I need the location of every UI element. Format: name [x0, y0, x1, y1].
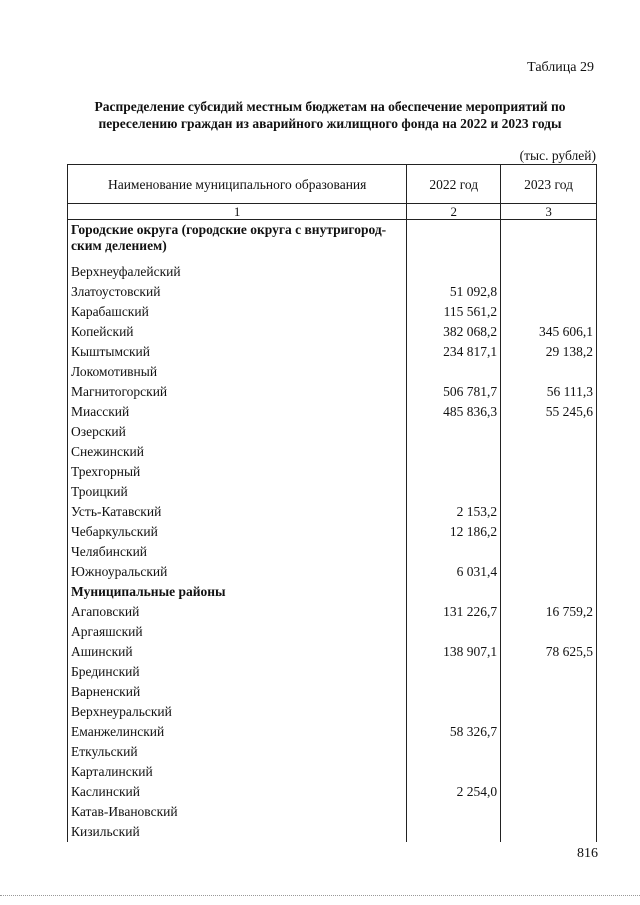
value-2023	[501, 782, 597, 802]
municipality-name: Троицкий	[68, 482, 407, 502]
value-2023	[501, 302, 597, 322]
municipality-name: Еманжелинский	[68, 722, 407, 742]
value-2023	[501, 362, 597, 382]
value-2022	[407, 822, 501, 842]
value-2022: 506 781,7	[407, 382, 501, 402]
municipality-name: Чебаркульский	[68, 522, 407, 542]
value-2022: 12 186,2	[407, 522, 501, 542]
value-2022	[407, 702, 501, 722]
value-2022	[407, 662, 501, 682]
table-row	[68, 682, 597, 702]
municipality-name: Златоустовский	[68, 282, 407, 302]
value-2022	[407, 482, 501, 502]
table-row	[68, 522, 597, 542]
value-2022: 6 031,4	[407, 562, 501, 582]
value-2023: 78 625,5	[501, 642, 597, 662]
table-row	[68, 822, 597, 842]
municipality-name: Верхнеуфалейский	[68, 262, 407, 282]
table-row	[68, 562, 597, 582]
municipality-name: Муниципальные районы	[68, 582, 407, 602]
value-2022	[407, 220, 501, 263]
value-2023: 345 606,1	[501, 322, 597, 342]
table-row	[68, 402, 597, 422]
value-2023	[501, 762, 597, 782]
page-bottom-divider	[0, 895, 640, 897]
municipality-name: Агаповский	[68, 602, 407, 622]
table-row	[68, 742, 597, 762]
municipality-name: Еткульский	[68, 742, 407, 762]
municipality-name: Озерский	[68, 422, 407, 442]
municipality-name: Карталинский	[68, 762, 407, 782]
value-2023: 16 759,2	[501, 602, 597, 622]
municipality-name: Городские округа (городские округа с внутригородским делением)	[68, 220, 407, 263]
value-2023	[501, 482, 597, 502]
value-2022: 138 907,1	[407, 642, 501, 662]
value-2023	[501, 582, 597, 602]
value-2022: 234 817,1	[407, 342, 501, 362]
value-2022	[407, 762, 501, 782]
column-number-2: 2	[407, 204, 501, 220]
municipality-name: Магнитогорский	[68, 382, 407, 402]
table-row	[68, 542, 597, 562]
header-municipality: Наименование муниципального образования	[68, 165, 407, 204]
value-2023	[501, 662, 597, 682]
municipality-name: Ашинский	[68, 642, 407, 662]
header-2023: 2023 год	[501, 165, 597, 204]
value-2023	[501, 722, 597, 742]
value-2023	[501, 502, 597, 522]
table-row	[68, 362, 597, 382]
table-header-row	[68, 165, 597, 204]
municipality-name: Снежинский	[68, 442, 407, 462]
value-2023: 56 111,3	[501, 382, 597, 402]
table-row	[68, 442, 597, 462]
municipality-name: Карабашский	[68, 302, 407, 322]
table-row	[68, 342, 597, 362]
column-number-1: 1	[68, 204, 407, 220]
municipality-name: Катав-Ивановский	[68, 802, 407, 822]
value-2022: 115 561,2	[407, 302, 501, 322]
table-row	[68, 302, 597, 322]
section-row	[68, 582, 597, 602]
value-2022: 485 836,3	[407, 402, 501, 422]
value-2023	[501, 682, 597, 702]
table-row	[68, 382, 597, 402]
value-2023	[501, 442, 597, 462]
section-row	[68, 220, 597, 263]
value-2023	[501, 282, 597, 302]
value-2022: 58 326,7	[407, 722, 501, 742]
table-label: Таблица 29	[527, 60, 594, 75]
municipality-name: Трехгорный	[68, 462, 407, 482]
value-2022	[407, 542, 501, 562]
table-row	[68, 762, 597, 782]
value-2023: 55 245,6	[501, 402, 597, 422]
table-row	[68, 642, 597, 662]
municipality-name: Брединский	[68, 662, 407, 682]
municipality-name: Аргаяшский	[68, 622, 407, 642]
table-row	[68, 722, 597, 742]
value-2023	[501, 562, 597, 582]
value-2023	[501, 462, 597, 482]
value-2023: 29 138,2	[501, 342, 597, 362]
table-row	[68, 262, 597, 282]
municipality-name: Усть-Катавский	[68, 502, 407, 522]
value-2023	[501, 702, 597, 722]
table-row	[68, 482, 597, 502]
header-2022: 2022 год	[407, 165, 501, 204]
value-2022	[407, 422, 501, 442]
table-row	[68, 622, 597, 642]
table-column-numbers-row	[68, 204, 597, 220]
value-2023	[501, 522, 597, 542]
municipality-name: Каслинский	[68, 782, 407, 802]
value-2023	[501, 802, 597, 822]
value-2023	[501, 262, 597, 282]
municipality-name: Миасский	[68, 402, 407, 422]
value-2023	[501, 622, 597, 642]
value-2023	[501, 742, 597, 762]
value-2022	[407, 802, 501, 822]
value-2022	[407, 362, 501, 382]
municipality-name: Кыштымский	[68, 342, 407, 362]
municipality-name: Копейский	[68, 322, 407, 342]
table-row	[68, 322, 597, 342]
table-row	[68, 462, 597, 482]
table-row	[68, 502, 597, 522]
value-2022: 2 254,0	[407, 782, 501, 802]
column-number-3: 3	[501, 204, 597, 220]
value-2022	[407, 742, 501, 762]
value-2023	[501, 542, 597, 562]
table-row	[68, 422, 597, 442]
municipality-name: Кизильский	[68, 822, 407, 842]
municipality-name: Локомотивный	[68, 362, 407, 382]
value-2022: 2 153,2	[407, 502, 501, 522]
municipality-name: Челябинский	[68, 542, 407, 562]
value-2022: 51 092,8	[407, 282, 501, 302]
table-row	[68, 782, 597, 802]
value-2022: 131 226,7	[407, 602, 501, 622]
table-row	[68, 802, 597, 822]
value-2022	[407, 462, 501, 482]
value-2022	[407, 682, 501, 702]
municipality-name: Верхнеуральский	[68, 702, 407, 722]
municipality-name: Южноуральский	[68, 562, 407, 582]
document-title: Распределение субсидий местным бюджетам на обеспечение мероприятий по переселению граждан из аварийного жилищного фонда на 2022 и 2023 годы	[94, 99, 566, 131]
value-2022: 382 068,2	[407, 322, 501, 342]
table-row	[68, 602, 597, 622]
value-2022	[407, 622, 501, 642]
value-2023	[501, 422, 597, 442]
table-row	[68, 662, 597, 682]
table-row	[68, 702, 597, 722]
units-label: (тыс. рублей)	[519, 148, 596, 163]
subsidy-table	[67, 164, 597, 842]
value-2023	[501, 822, 597, 842]
municipality-name: Варненский	[68, 682, 407, 702]
table-row	[68, 282, 597, 302]
value-2022	[407, 442, 501, 462]
value-2022	[407, 582, 501, 602]
value-2022	[407, 262, 501, 282]
value-2023	[501, 220, 597, 263]
page-number: 816	[577, 846, 598, 861]
